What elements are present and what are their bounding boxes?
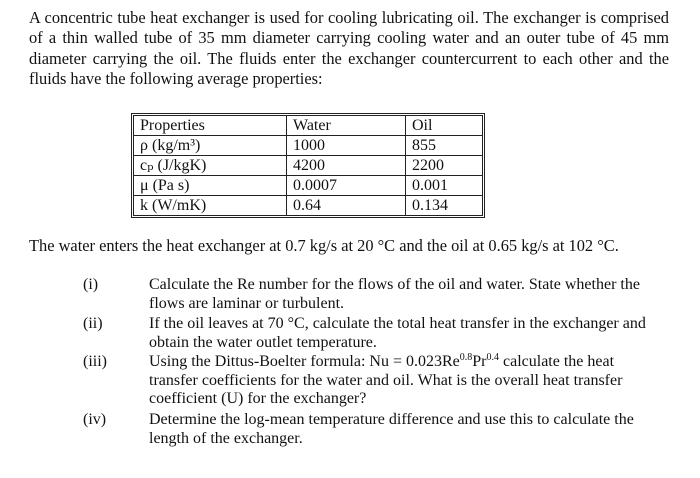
header-oil: Oil	[406, 116, 483, 136]
oil-cell: 0.134	[406, 196, 483, 216]
question-text: Calculate the Re number for the flows of the oil and water. State whether the flows are laminar or turbulent.	[149, 276, 640, 312]
question-number: (i)	[83, 276, 99, 293]
property-cell: k (W/mK)	[134, 196, 287, 216]
formula-text-mid: Pr	[472, 353, 487, 370]
formula-text-before: Using the Dittus-Boelter formula: Nu = 0.023Re	[149, 353, 460, 370]
intro-paragraph: A concentric tube heat exchanger is used for cooling lubricating oil. The exchanger is comprised of a thin walled tube of 35 mm diameter carrying cooling water and an outer tube of 45 mm diameter carrying the oil. The fluids enter the exchanger countercurrent to each other and the fluids have the following average properties:	[29, 8, 669, 89]
re-exponent: 0.8	[459, 352, 473, 363]
table-row	[134, 156, 483, 176]
property-cell: cₚ (J/kgK)	[134, 156, 287, 176]
water-cell: 1000	[287, 136, 406, 156]
table-row	[134, 136, 483, 156]
header-water: Water	[287, 116, 406, 136]
conditions-statement: The water enters the heat exchanger at 0.7 kg/s at 20 °C and the oil at 0.65 kg/s at 102 °C.	[29, 236, 619, 255]
properties-table	[133, 115, 483, 216]
question-number: (iii)	[83, 353, 107, 370]
oil-cell: 0.001	[406, 176, 483, 196]
property-cell: ρ (kg/m³)	[134, 136, 287, 156]
oil-cell: 855	[406, 136, 483, 156]
table-header-row	[134, 116, 483, 136]
water-cell: 0.0007	[287, 176, 406, 196]
formula-text-after: calculate the heat transfer coefficients for the water and oil. What is the overall heat transfer coefficient (U) for the exchanger?	[149, 353, 623, 408]
question-text	[149, 353, 649, 409]
water-cell: 0.64	[287, 196, 406, 216]
property-cell: μ (Pa s)	[134, 176, 287, 196]
table-row	[134, 196, 483, 216]
pr-exponent: 0.4	[486, 352, 499, 363]
table-row	[134, 176, 483, 196]
question-text: Determine the log-mean temperature difference and use this to calculate the length of the exchanger.	[149, 411, 634, 447]
question-number: (ii)	[83, 315, 103, 332]
header-properties: Properties	[134, 116, 287, 136]
question-text: If the oil leaves at 70 °C, calculate the total heat transfer in the exchanger and obtain the water outlet temperature.	[149, 315, 646, 351]
question-number: (iv)	[83, 411, 107, 428]
water-cell: 4200	[287, 156, 406, 176]
oil-cell: 2200	[406, 156, 483, 176]
